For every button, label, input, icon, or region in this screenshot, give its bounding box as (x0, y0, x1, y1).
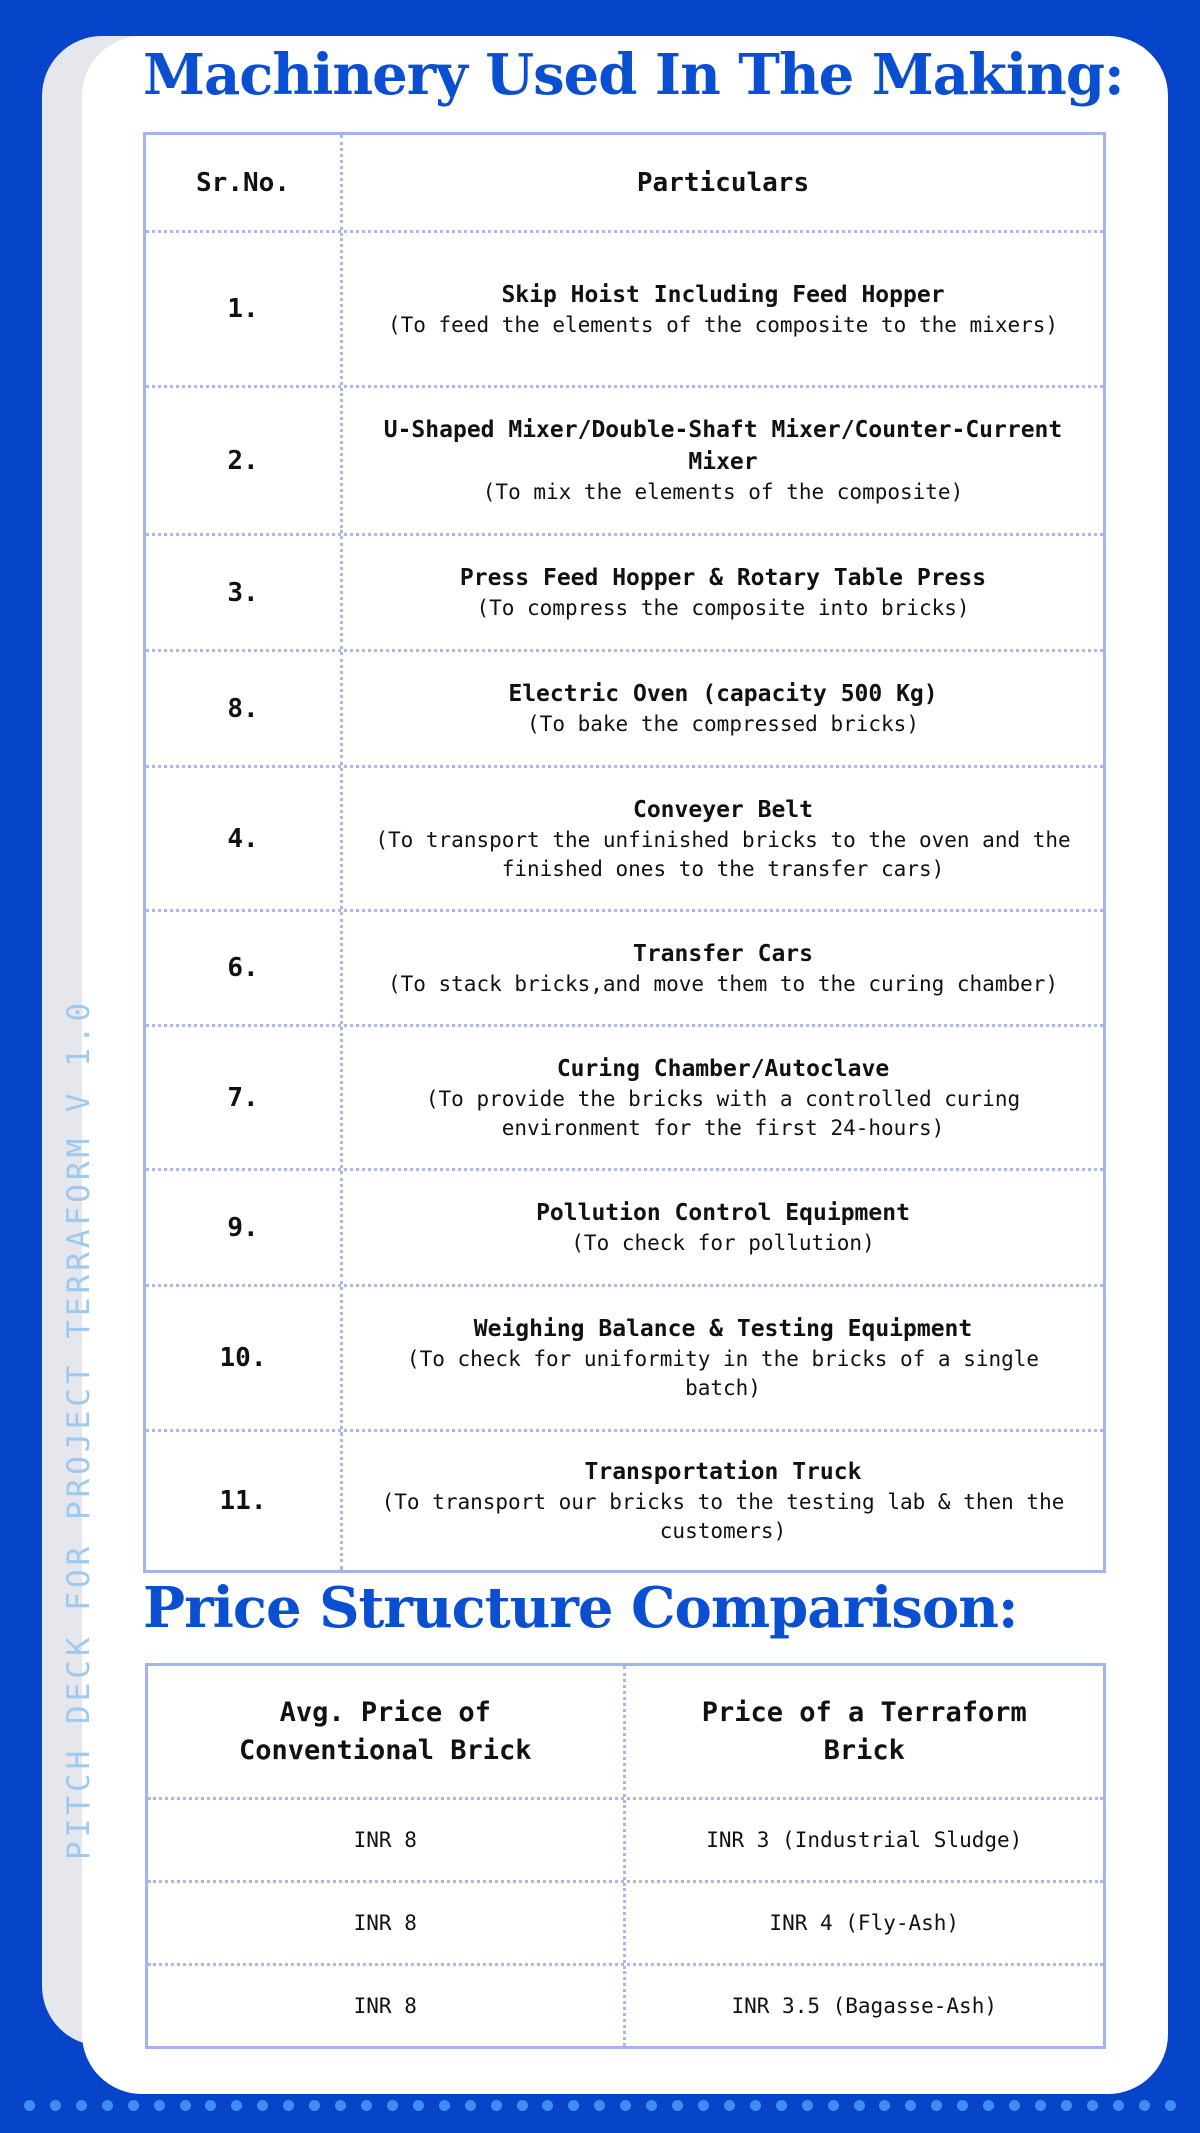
row-number: 4. (146, 768, 343, 909)
decorative-dot (205, 2100, 216, 2111)
decorative-dot (76, 2100, 87, 2111)
row-particulars (343, 536, 1103, 649)
machine-name: Conveyer Belt (632, 796, 813, 823)
machinery-header-row (146, 135, 1103, 233)
decorative-dot (828, 2100, 839, 2111)
terraform-price-header: Price of a Terraform Brick (701, 1696, 1027, 1766)
terraform-price: INR 3.5 (Bagasse-Ash) (731, 1994, 997, 2018)
decorative-dot (750, 2100, 761, 2111)
price-header-row (148, 1666, 1103, 1800)
conventional-price: INR 8 (148, 1966, 626, 2046)
row-particulars (343, 1287, 1103, 1429)
machine-name: Transfer Cars (632, 940, 813, 967)
machine-name: Pollution Control Equipment (536, 1200, 910, 1226)
machine-description: (To check for pollution) (571, 1231, 875, 1255)
decorative-dot (491, 2100, 502, 2111)
decorative-dot (802, 2100, 813, 2111)
decorative-dot (102, 2100, 113, 2111)
machine-description: (To mix the elements of the composite) (482, 480, 964, 504)
decorative-dot (283, 2100, 294, 2111)
decorative-dot (724, 2100, 735, 2111)
decorative-dot-row (0, 2096, 1200, 2116)
table-row (146, 1027, 1103, 1171)
machine-name: Weighing Balance & Testing Equipment (473, 1316, 973, 1342)
particulars-header: Particulars (636, 167, 810, 198)
machinery-title: Machinery Used In The Making: (143, 42, 1124, 108)
decorative-dot (154, 2100, 165, 2111)
decorative-dot (309, 2100, 320, 2111)
table-row (146, 233, 1103, 388)
decorative-dot (1139, 2100, 1150, 2111)
row-particulars (343, 233, 1103, 385)
decorative-dot (931, 2100, 942, 2111)
decorative-dot (983, 2100, 994, 2111)
decorative-dot (594, 2100, 605, 2111)
terraform-price: INR 3 (Industrial Sludge) (706, 1828, 1023, 1852)
machine-name: Electric Oven (capacity 500 Kg) (508, 681, 938, 707)
decorative-dot (387, 2100, 398, 2111)
table-row (148, 1966, 1103, 2046)
decorative-dot (1035, 2100, 1046, 2111)
decorative-dot (879, 2100, 890, 2111)
machine-description: (To transport our bricks to the testing lab & then the customers) (381, 1490, 1065, 1543)
decorative-dot (542, 2100, 553, 2111)
machine-name: U-Shaped Mixer/Double-Shaft Mixer/Counter-Current Mixer (383, 417, 1063, 475)
row-particulars (343, 768, 1103, 909)
table-row (146, 1432, 1103, 1570)
table-row (146, 1171, 1103, 1287)
machine-description: (To transport the unfinished bricks to the oven and the finished ones to the transfer cars) (375, 827, 1071, 881)
decorative-dot (128, 2100, 139, 2111)
decorative-dot (776, 2100, 787, 2111)
decorative-dot (465, 2100, 476, 2111)
row-number: 8. (146, 652, 343, 765)
table-row (146, 652, 1103, 768)
row-number: 2. (146, 388, 343, 533)
decorative-dot (905, 2100, 916, 2111)
terraform-price: INR 4 (Fly-Ash) (769, 1911, 960, 1935)
row-particulars (343, 388, 1103, 533)
row-number: 6. (146, 912, 343, 1024)
machine-description: (To check for uniformity in the bricks of a single batch) (406, 1347, 1040, 1400)
decorative-dot (335, 2100, 346, 2111)
row-number: 7. (146, 1027, 343, 1168)
decorative-dot (1061, 2100, 1072, 2111)
conventional-price-header: Avg. Price of Conventional Brick (148, 1666, 626, 1797)
machine-description: (To stack bricks,and move them to the curing chamber) (387, 971, 1059, 996)
row-particulars (343, 912, 1103, 1024)
decorative-dot (257, 2100, 268, 2111)
decorative-dot (50, 2100, 61, 2111)
decorative-dot (1009, 2100, 1020, 2111)
machine-description: (To feed the elements of the composite to the mixers) (387, 312, 1059, 337)
decorative-dot (698, 2100, 709, 2111)
decorative-dot (180, 2100, 191, 2111)
sr-no-header: Sr.No. (146, 135, 343, 230)
machine-name: Skip Hoist Including Feed Hopper (501, 281, 945, 308)
decorative-dot (1087, 2100, 1098, 2111)
machine-name: Curing Chamber/Autoclave (556, 1055, 890, 1082)
row-particulars (343, 1432, 1103, 1570)
conventional-price: INR 8 (148, 1883, 626, 1963)
machinery-table (143, 132, 1106, 1573)
table-row (148, 1800, 1103, 1883)
decorative-dot (1113, 2100, 1124, 2111)
price-table (145, 1663, 1106, 2049)
machine-description: (To bake the compressed bricks) (527, 712, 919, 736)
decorative-dot (568, 2100, 579, 2111)
decorative-dot (361, 2100, 372, 2111)
table-row (146, 388, 1103, 536)
machine-name: Press Feed Hopper & Rotary Table Press (459, 565, 987, 591)
decorative-dot (439, 2100, 450, 2111)
price-title: Price Structure Comparison: (143, 1575, 1018, 1641)
decorative-dot (517, 2100, 528, 2111)
machine-description: (To provide the bricks with a controlled curing environment for the first 24-hours) (425, 1086, 1021, 1140)
row-particulars (343, 1027, 1103, 1168)
row-number: 11. (146, 1432, 343, 1570)
decorative-dot (231, 2100, 242, 2111)
table-row (146, 1287, 1103, 1432)
table-row (146, 536, 1103, 652)
decorative-dot (413, 2100, 424, 2111)
decorative-dot (24, 2100, 35, 2111)
decorative-dot (854, 2100, 865, 2111)
row-number: 3. (146, 536, 343, 649)
row-particulars (343, 1171, 1103, 1284)
conventional-price: INR 8 (148, 1800, 626, 1880)
row-particulars (343, 652, 1103, 765)
decorative-dot (646, 2100, 657, 2111)
table-row (148, 1883, 1103, 1966)
decorative-dot (620, 2100, 631, 2111)
decorative-dot (957, 2100, 968, 2111)
decorative-dot (1165, 2100, 1176, 2111)
decorative-dot (672, 2100, 683, 2111)
table-row (146, 912, 1103, 1027)
row-number: 1. (146, 233, 343, 385)
side-label: PITCH DECK FOR PROJECT TERRAFORM V 1.0 (61, 998, 97, 1860)
row-number: 10. (146, 1287, 343, 1429)
machine-description: (To compress the composite into bricks) (476, 596, 970, 620)
row-number: 9. (146, 1171, 343, 1284)
machine-name: Transportation Truck (584, 1459, 862, 1485)
table-row (146, 768, 1103, 912)
